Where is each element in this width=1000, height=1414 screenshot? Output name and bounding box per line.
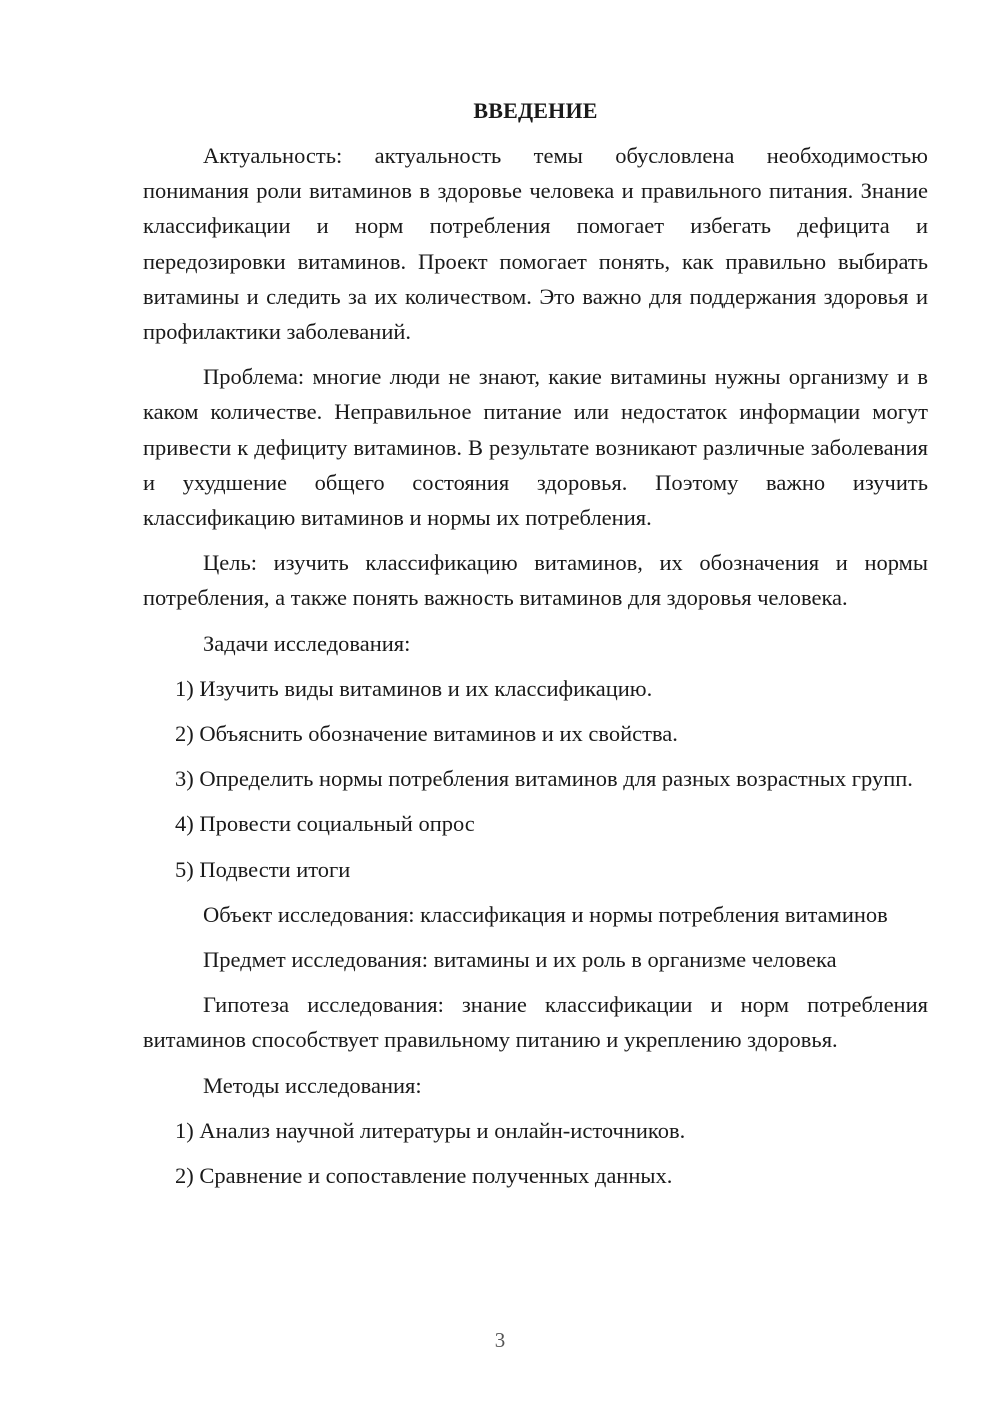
- object-paragraph: Объект исследования: классификация и нормы потребления витаминов: [203, 901, 888, 927]
- task-item: 3) Определить нормы потребления витаминов для разных возрастных групп.: [175, 766, 913, 792]
- page-content: [143, 98, 928, 1203]
- task-item: 2) Объяснить обозначение витаминов и их свойства.: [175, 721, 678, 747]
- method-item: 1) Анализ научной литературы и онлайн-источников.: [175, 1117, 686, 1143]
- task-item: 1) Изучить виды витаминов и их классификацию.: [175, 675, 653, 701]
- tasks-heading: Задачи исследования:: [203, 630, 411, 656]
- methods-heading: Методы исследования:: [203, 1072, 422, 1098]
- problem-paragraph: Проблема: многие люди не знают, какие витамины нужны организму и в каком количестве. Неправильное питание или недостаток информации могут привести к дефициту витаминов. В результате возникают различные заболевания и ухудшение общего состояния здоровья. Поэтому важно изучить классификацию витаминов и нормы их потребления.: [143, 364, 928, 531]
- task-item: 5) Подвести итоги: [175, 856, 351, 882]
- section-title: ВВЕДЕНИЕ: [473, 98, 598, 123]
- task-item: 4) Провести социальный опрос: [175, 811, 475, 837]
- relevance-paragraph: Актуальность: актуальность темы обусловлена необходимостью понимания роли витаминов в здоровье человека и правильного питания. Знание классификации и норм потребления помогает избегать дефицита и передозировки витаминов. Проект помогает понять, как правильно выбирать витамины и следить за их количеством. Это важно для поддержания здоровья и профилактики заболеваний.: [143, 143, 928, 345]
- goal-paragraph: Цель: изучить классификацию витаминов, их обозначения и нормы потребления, а также понять важность витаминов для здоровья человека.: [143, 550, 928, 611]
- subject-paragraph: Предмет исследования: витамины и их роль в организме человека: [203, 947, 837, 973]
- page-number: 3: [494, 1328, 506, 1352]
- hypothesis-paragraph: Гипотеза исследования: знание классификации и норм потребления витаминов способствует правильному питанию и укреплению здоровья.: [143, 992, 928, 1053]
- method-item: 2) Сравнение и сопоставление полученных данных.: [175, 1163, 673, 1189]
